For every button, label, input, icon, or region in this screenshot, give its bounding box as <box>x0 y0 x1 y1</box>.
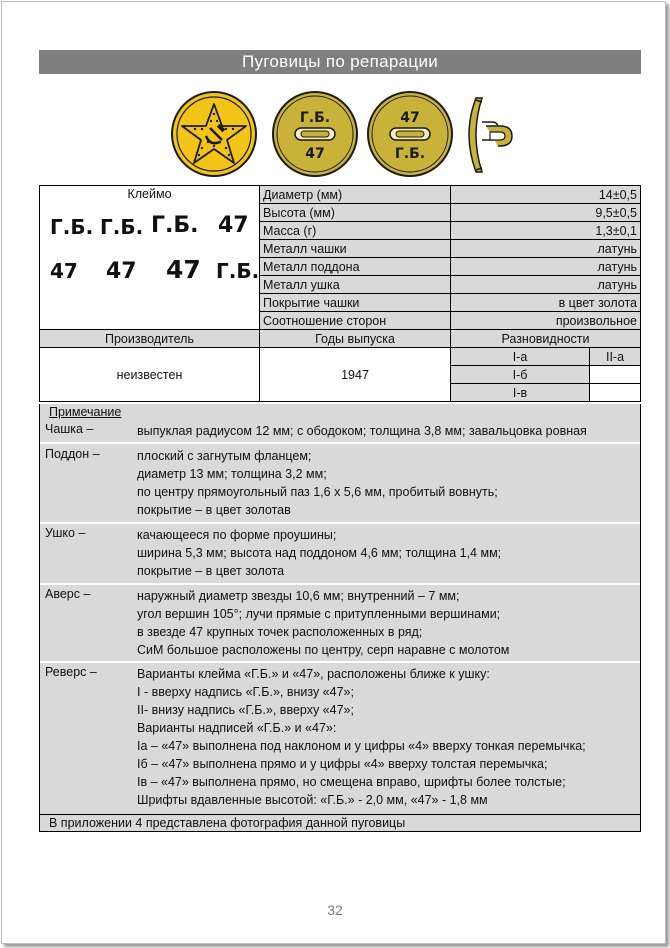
spec-label: Металл поддона <box>260 258 451 276</box>
spec-label: Покрытие чашки <box>260 294 451 312</box>
years-header: Годы выпуска <box>260 330 451 348</box>
note-text <box>137 422 587 440</box>
side-profile-icon <box>462 92 522 178</box>
notes-header: Примечание <box>49 405 122 419</box>
note-line: I - вверху надпись «Г.Б.», внизу «47»; <box>137 685 354 699</box>
note-label: Поддон – <box>45 447 100 461</box>
note-label: Аверс – <box>45 587 91 601</box>
47-bottom-label: Г.Б. <box>394 146 426 162</box>
note-line: по центру прямоугольный паз 1,6 х 5,6 мм, пробитый вовнуть; <box>137 485 498 499</box>
note-row-cup <box>40 422 640 440</box>
note-line: выпуклая радиусом 12 мм; с ободоком; толщина 3,8 мм; завальцовка ровная <box>137 424 587 438</box>
stamp-1-2: Г.Б. <box>100 215 144 239</box>
spec-label: Металл чашки <box>260 240 451 258</box>
star-button-icon <box>170 90 258 178</box>
note-line: Iв – «47» выполнена прямо, но смещена вправо, шрифты более толстые; <box>137 775 566 789</box>
spec-value: латунь <box>451 240 641 258</box>
note-text <box>137 587 509 659</box>
note-text <box>137 526 501 580</box>
years-value: 1947 <box>260 348 451 402</box>
note-text <box>137 665 586 809</box>
47-top-button-icon <box>366 90 454 178</box>
divider <box>40 442 640 444</box>
note-line: Iа – «47» выполнена под наклоном и у цифры «4» вверху тонкая перемычка; <box>137 739 586 753</box>
note-line: качающееся по форме проушины; <box>137 528 337 542</box>
producer-header: Производитель <box>40 330 260 348</box>
note-label: Ушко – <box>45 526 86 540</box>
stamp-1-3: Г.Б. <box>151 213 199 238</box>
variant-cell: II-а <box>590 348 641 366</box>
spec-label: Высота (мм) <box>260 204 451 222</box>
note-line: в звезде 47 крупных точек расположенных в ряд; <box>137 625 423 639</box>
gb-bottom-label: 47 <box>305 146 325 162</box>
note-line: покрытие – в цвет золотав <box>137 503 291 517</box>
page-title: Пуговицы по репарации <box>39 50 641 74</box>
spec-label: Диаметр (мм) <box>260 186 451 204</box>
gb-top-button-icon <box>271 90 359 178</box>
divider <box>40 522 640 524</box>
gb-top-label: Г.Б. <box>299 110 331 126</box>
note-line: Варианты надписей «Г.Б.» и «47»: <box>137 721 337 735</box>
note-line: Шрифты вдавленные высотой: «Г.Б.» - 2,0 мм, «47» - 1,8 мм <box>137 793 488 807</box>
note-text <box>137 447 498 519</box>
spec-value: латунь <box>451 276 641 294</box>
spec-value: 1,3±0,1 <box>451 222 641 240</box>
specs-table <box>39 185 641 402</box>
variant-cell: I-а <box>451 348 590 366</box>
note-line: диаметр 13 мм; толщина 3,2 мм; <box>137 467 327 481</box>
note-label: Реверс – <box>45 665 97 679</box>
notes-section <box>39 404 641 832</box>
stamp-2-3: 47 <box>166 255 201 284</box>
producer-value: неизвестен <box>40 348 260 402</box>
divider <box>40 661 640 663</box>
stamp-2-2: 47 <box>106 259 137 284</box>
spec-value: произвольное <box>451 312 641 330</box>
stamp-2-1: 47 <box>50 259 78 283</box>
page-number: 32 <box>327 902 343 918</box>
spec-label: Масса (г) <box>260 222 451 240</box>
button-images <box>170 90 530 180</box>
note-line: Iб – «47» выполнена прямо и у цифры «4» вверху толстая перемычка; <box>137 757 548 771</box>
stamp-1-4: 47 <box>218 213 249 238</box>
note-line: наружный диаметр звезды 10,6 мм; внутренний – 7 мм; <box>137 589 460 603</box>
variant-empty-cell <box>590 366 641 384</box>
stamp-header: Клеймо <box>127 187 172 201</box>
note-line: ширина 5,3 мм; высота над поддоном 4,6 мм; толщина 1,4 мм; <box>137 546 502 560</box>
note-line: Варианты клейма «Г.Б.» и «47», расположены ближе к ушку: <box>137 667 490 681</box>
variant-cell: I-в <box>451 384 590 402</box>
spec-label: Соотношение сторон <box>260 312 451 330</box>
stamp-2-4: Г.Б. <box>216 259 260 283</box>
spec-value: латунь <box>451 258 641 276</box>
spec-value: в цвет золота <box>451 294 641 312</box>
spec-value: 9,5±0,5 <box>451 204 641 222</box>
variant-empty-cell <box>590 384 641 402</box>
note-line: плоский с загнутым фланцем; <box>137 449 312 463</box>
47-top-label: 47 <box>400 110 420 126</box>
note-line: угол вершин 105°; лучи прямые с притупленными вершинами; <box>137 607 501 621</box>
stamp-cell <box>40 186 260 330</box>
variants-header: Разновидности <box>451 330 641 348</box>
stamp-1-1: Г.Б. <box>50 215 94 239</box>
divider <box>40 583 640 585</box>
spec-value: 14±0,5 <box>451 186 641 204</box>
note-line: II- внизу надпись «Г.Б.», вверху «47»; <box>137 703 354 717</box>
spec-label: Металл ушка <box>260 276 451 294</box>
variant-cell: I-б <box>451 366 590 384</box>
footer-text: В приложении 4 представлена фотография данной пуговицы <box>49 816 406 830</box>
note-label: Чашка – <box>45 422 94 436</box>
notes-footer <box>40 814 640 833</box>
note-line: покрытие – в цвет золота <box>137 564 285 578</box>
note-line: СиМ большое расположены по центру, серп наравне с молотом <box>137 643 510 657</box>
